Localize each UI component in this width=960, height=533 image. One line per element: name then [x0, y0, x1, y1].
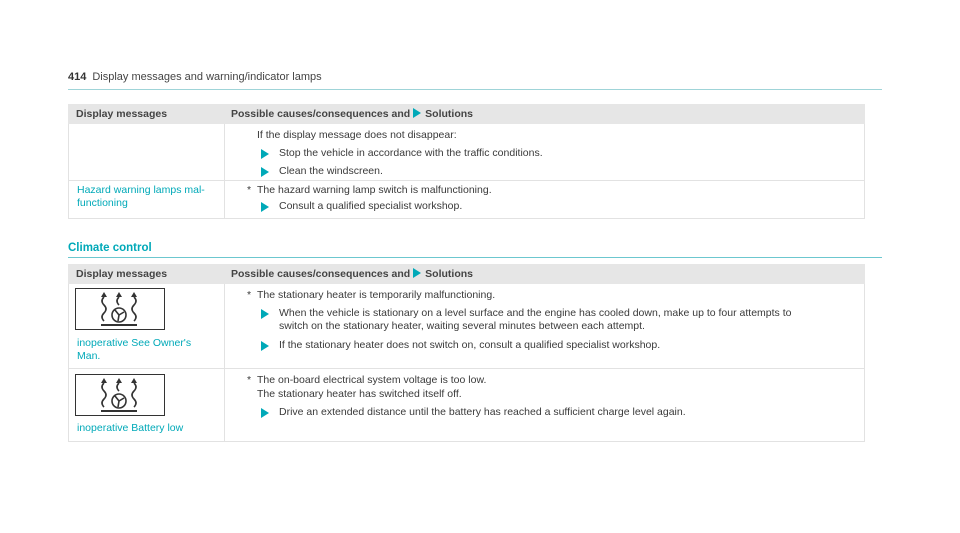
section-divider	[68, 257, 882, 258]
page-header	[68, 71, 322, 83]
table-row	[68, 181, 865, 219]
header-display-messages: Display messages	[76, 268, 168, 280]
footnote-star: *	[247, 289, 252, 301]
header-causes-solutions: Possible causes/consequences and Solutions	[231, 108, 474, 120]
cause-text: The stationary heater is temporarily malfunctioning.	[257, 289, 496, 301]
header-causes-solutions: Possible causes/consequences and Solutions	[231, 268, 474, 280]
arrow-right-icon	[261, 309, 269, 319]
solution-text: When the vehicle is stationary on a level surface and the engine has cooled down, make up to four attempts to	[279, 307, 792, 319]
cause-text: The on-board electrical system voltage is too low.	[257, 374, 487, 386]
arrow-right-icon	[261, 149, 269, 159]
page-title: Display messages and warning/indicator lamps	[92, 71, 322, 83]
solution-text: Consult a qualified specialist workshop.	[279, 200, 463, 212]
arrow-right-icon	[261, 408, 269, 418]
arrow-right-icon	[261, 202, 269, 212]
arrow-right-icon	[261, 167, 269, 177]
display-messages-table-1	[68, 104, 865, 219]
arrow-right-icon	[413, 268, 421, 278]
stationary-heater-icon	[75, 374, 165, 416]
solution-text: switch on the stationary heater, waiting several minutes between each attempt.	[279, 320, 645, 332]
arrow-right-icon	[261, 341, 269, 351]
table-row	[68, 369, 865, 442]
solution-text: If the stationary heater does not switch on, consult a qualified specialist workshop.	[279, 339, 661, 351]
header-divider	[68, 89, 882, 90]
header-display-messages: Display messages	[76, 108, 168, 120]
stationary-heater-icon	[75, 288, 165, 330]
display-message: inoperative Battery low	[77, 422, 184, 434]
table-header	[68, 104, 865, 124]
cause-text: If the display message does not disappear:	[257, 129, 457, 141]
display-message: Hazard warning lamps mal- functioning	[77, 184, 205, 209]
cause-text: The stationary heater has switched itself off.	[257, 388, 462, 400]
footnote-star: *	[247, 374, 252, 386]
solution-text: Clean the windscreen.	[279, 165, 383, 177]
footnote-star: *	[247, 184, 252, 196]
cause-text: The hazard warning lamp switch is malfunctioning.	[257, 184, 492, 196]
arrow-right-icon	[413, 108, 421, 118]
table-row	[68, 284, 865, 369]
table-row	[68, 124, 865, 181]
section-title: Climate control	[68, 242, 152, 254]
solution-text: Drive an extended distance until the battery has reached a sufficient charge level again.	[279, 406, 686, 418]
table-header	[68, 264, 865, 284]
page-number: 414	[68, 71, 87, 83]
display-messages-table-2	[68, 264, 865, 442]
solution-text: Stop the vehicle in accordance with the traffic conditions.	[279, 147, 543, 159]
display-message: inoperative See Owner's Man.	[77, 337, 192, 362]
